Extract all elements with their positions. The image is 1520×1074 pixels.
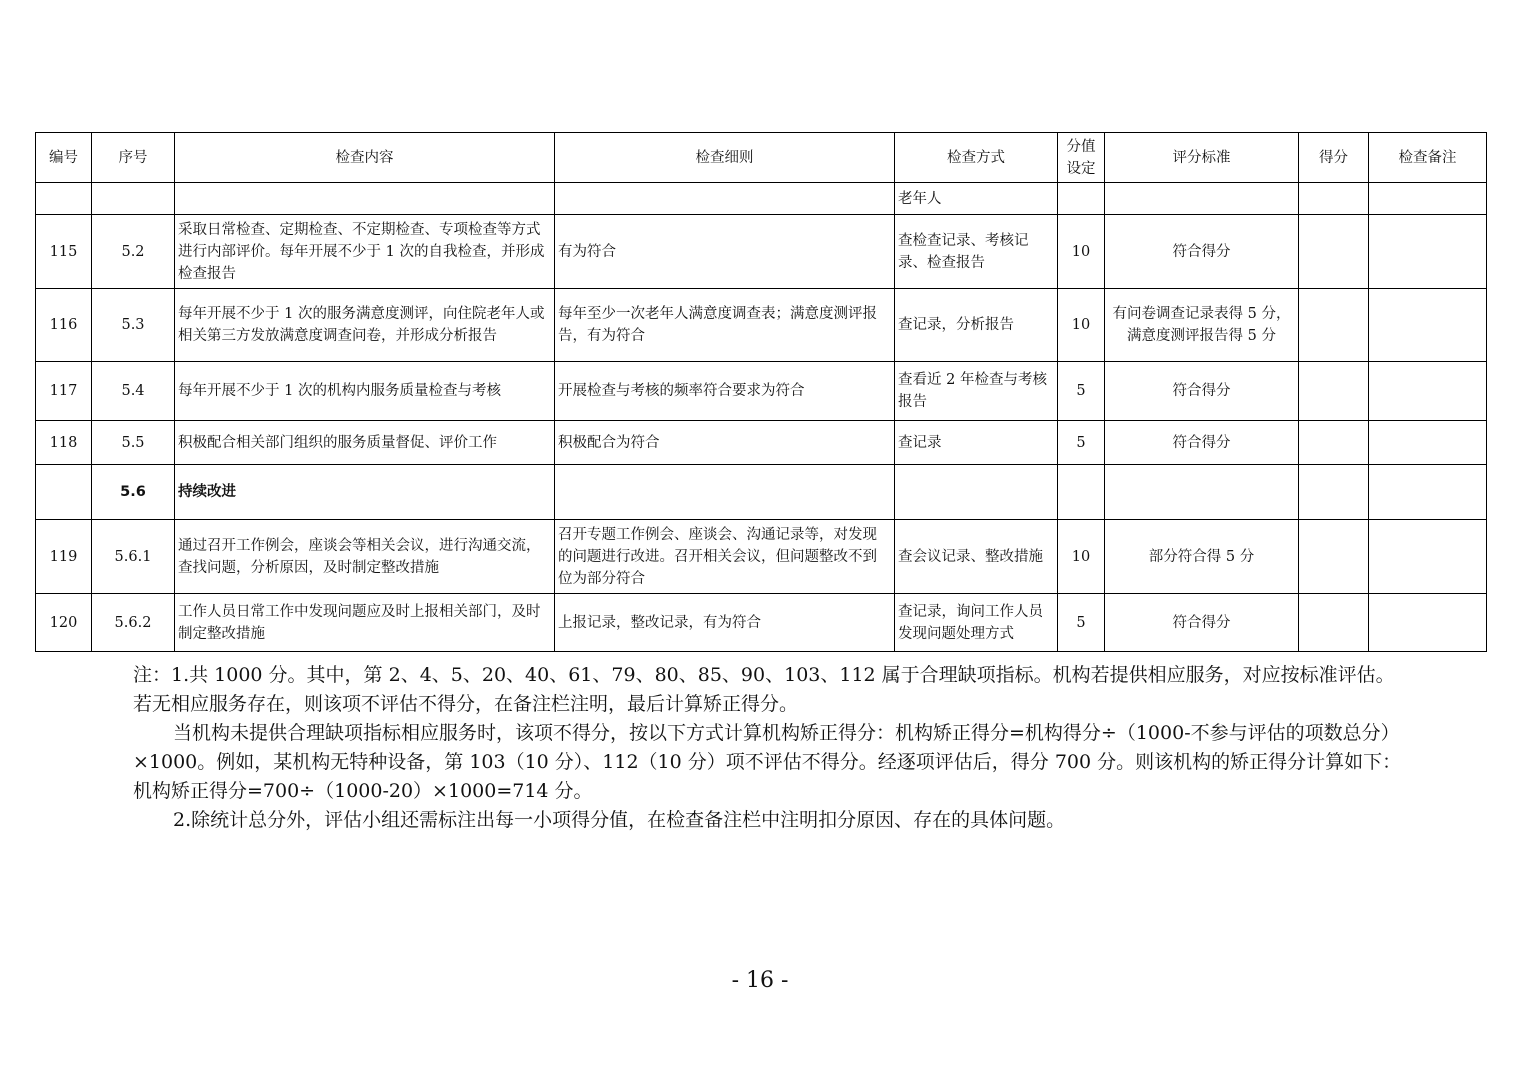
cell-id: 119 <box>36 520 92 594</box>
cell-method: 查记录，询问工作人员发现问题处理方式 <box>895 594 1058 652</box>
cell-score <box>1058 183 1105 215</box>
cell-remark <box>1369 520 1487 594</box>
cell-content: 每年开展不少于 1 次的服务满意度测评，向住院老年人或相关第三方发放满意度调查问卷，并形成分析报告 <box>175 289 555 362</box>
cell-got <box>1299 421 1369 465</box>
cell-score: 5 <box>1058 421 1105 465</box>
cell-remark <box>1369 594 1487 652</box>
cell-id <box>36 183 92 215</box>
cell-criteria <box>1105 465 1299 520</box>
cell-got <box>1299 215 1369 289</box>
section-title: 持续改进 <box>175 465 555 520</box>
cell-got <box>1299 465 1369 520</box>
header-cell: 编号 <box>36 133 92 183</box>
cell-content: 积极配合相关部门组织的服务质量督促、评价工作 <box>175 421 555 465</box>
cell-id: 116 <box>36 289 92 362</box>
cell-id <box>36 465 92 520</box>
cell-id: 115 <box>36 215 92 289</box>
table-row <box>36 421 1487 465</box>
cell-seq: 5.2 <box>92 215 175 289</box>
cell-score <box>1058 465 1105 520</box>
cell-got <box>1299 289 1369 362</box>
cell-detail: 积极配合为符合 <box>555 421 895 465</box>
cell-got <box>1299 183 1369 215</box>
cell-method: 老年人 <box>895 183 1058 215</box>
cell-detail: 有为符合 <box>555 215 895 289</box>
cell-detail <box>555 465 895 520</box>
header-cell: 评分标准 <box>1105 133 1299 183</box>
cell-method: 查记录 <box>895 421 1058 465</box>
cell-id: 117 <box>36 362 92 421</box>
header-cell: 序号 <box>92 133 175 183</box>
cell-detail <box>555 183 895 215</box>
cell-detail: 召开专题工作例会、座谈会、沟通记录等，对发现的问题进行改进。召开相关会议，但问题整改不到位为部分符合 <box>555 520 895 594</box>
cell-criteria: 符合得分 <box>1105 594 1299 652</box>
cell-content: 每年开展不少于 1 次的机构内服务质量检查与考核 <box>175 362 555 421</box>
cell-criteria: 符合得分 <box>1105 362 1299 421</box>
cell-score: 10 <box>1058 289 1105 362</box>
header-cell: 分值设定 <box>1058 133 1105 183</box>
cell-got <box>1299 362 1369 421</box>
table-row <box>36 289 1487 362</box>
cell-method <box>895 465 1058 520</box>
header-cell: 检查内容 <box>175 133 555 183</box>
cell-method: 查看近 2 年检查与考核报告 <box>895 362 1058 421</box>
cell-seq: 5.3 <box>92 289 175 362</box>
cell-criteria: 符合得分 <box>1105 215 1299 289</box>
cell-remark <box>1369 289 1487 362</box>
cell-method: 查检查记录、考核记录、检查报告 <box>895 215 1058 289</box>
cell-id: 120 <box>36 594 92 652</box>
note-paragraph-3: 2.除统计总分外，评估小组还需标注出每一小项得分值，在检查备注栏中注明扣分原因、存在的具体问题。 <box>173 809 1066 831</box>
table-row <box>36 183 1487 215</box>
cell-criteria: 部分符合得 5 分 <box>1105 520 1299 594</box>
cell-criteria <box>1105 183 1299 215</box>
table-row <box>36 520 1487 594</box>
cell-remark <box>1369 421 1487 465</box>
cell-score: 10 <box>1058 520 1105 594</box>
header-cell: 检查细则 <box>555 133 895 183</box>
cell-method: 查会议记录、整改措施 <box>895 520 1058 594</box>
table-row <box>36 362 1487 421</box>
cell-detail: 上报记录，整改记录，有为符合 <box>555 594 895 652</box>
cell-score: 5 <box>1058 362 1105 421</box>
inspection-table <box>35 132 1487 652</box>
cell-seq: 5.5 <box>92 421 175 465</box>
cell-seq: 5.4 <box>92 362 175 421</box>
cell-content: 通过召开工作例会，座谈会等相关会议，进行沟通交流，查找问题，分析原因，及时制定整改措施 <box>175 520 555 594</box>
cell-seq <box>92 183 175 215</box>
cell-criteria: 有问卷调查记录表得 5 分，满意度测评报告得 5 分 <box>1105 289 1299 362</box>
cell-got <box>1299 594 1369 652</box>
table-header-row <box>36 133 1487 183</box>
header-cell: 检查备注 <box>1369 133 1487 183</box>
cell-got <box>1299 520 1369 594</box>
cell-score: 5 <box>1058 594 1105 652</box>
table-row <box>36 215 1487 289</box>
cell-seq: 5.6.1 <box>92 520 175 594</box>
header-cell: 检查方式 <box>895 133 1058 183</box>
cell-content: 采取日常检查、定期检查、不定期检查、专项检查等方式进行内部评价。每年开展不少于 1 次的自我检查，并形成检查报告 <box>175 215 555 289</box>
cell-method: 查记录，分析报告 <box>895 289 1058 362</box>
header-cell: 得分 <box>1299 133 1369 183</box>
cell-seq: 5.6.2 <box>92 594 175 652</box>
cell-score: 10 <box>1058 215 1105 289</box>
cell-content <box>175 183 555 215</box>
cell-id: 118 <box>36 421 92 465</box>
section-row <box>36 465 1487 520</box>
table-row <box>36 594 1487 652</box>
page-number: - 16 - <box>731 968 789 993</box>
section-seq: 5.6 <box>92 465 175 520</box>
cell-remark <box>1369 465 1487 520</box>
cell-detail: 开展检查与考核的频率符合要求为符合 <box>555 362 895 421</box>
notes-section <box>133 661 1403 835</box>
cell-remark <box>1369 183 1487 215</box>
cell-detail: 每年至少一次老年人满意度调查表；满意度测评报告，有为符合 <box>555 289 895 362</box>
cell-content: 工作人员日常工作中发现问题应及时上报相关部门，及时制定整改措施 <box>175 594 555 652</box>
cell-remark <box>1369 362 1487 421</box>
cell-criteria: 符合得分 <box>1105 421 1299 465</box>
note-paragraph-1: 注：1.共 1000 分。其中，第 2、4、5、20、40、61、79、80、85、90、103、112 属于合理缺项指标。机构若提供相应服务，对应按标准评估。若无相应服务存在，则该项不评估不得分，在备注栏注明，最后计算矫正得分。 <box>133 664 1395 715</box>
cell-remark <box>1369 215 1487 289</box>
note-paragraph-2: 当机构未提供合理缺项指标相应服务时，该项不得分，按以下方式计算机构矫正得分：机构矫正得分=机构得分÷（1000-不参与评估的项数总分）×1000。例如，某机构无特种设备，第 103（10 分）、112（10 分）项不评估不得分。经逐项评估后，得分 700 分。则该机构的矫正得分计算如下：机构矫正得分=700÷（1000-20）×1000=714 分。 <box>133 722 1402 802</box>
